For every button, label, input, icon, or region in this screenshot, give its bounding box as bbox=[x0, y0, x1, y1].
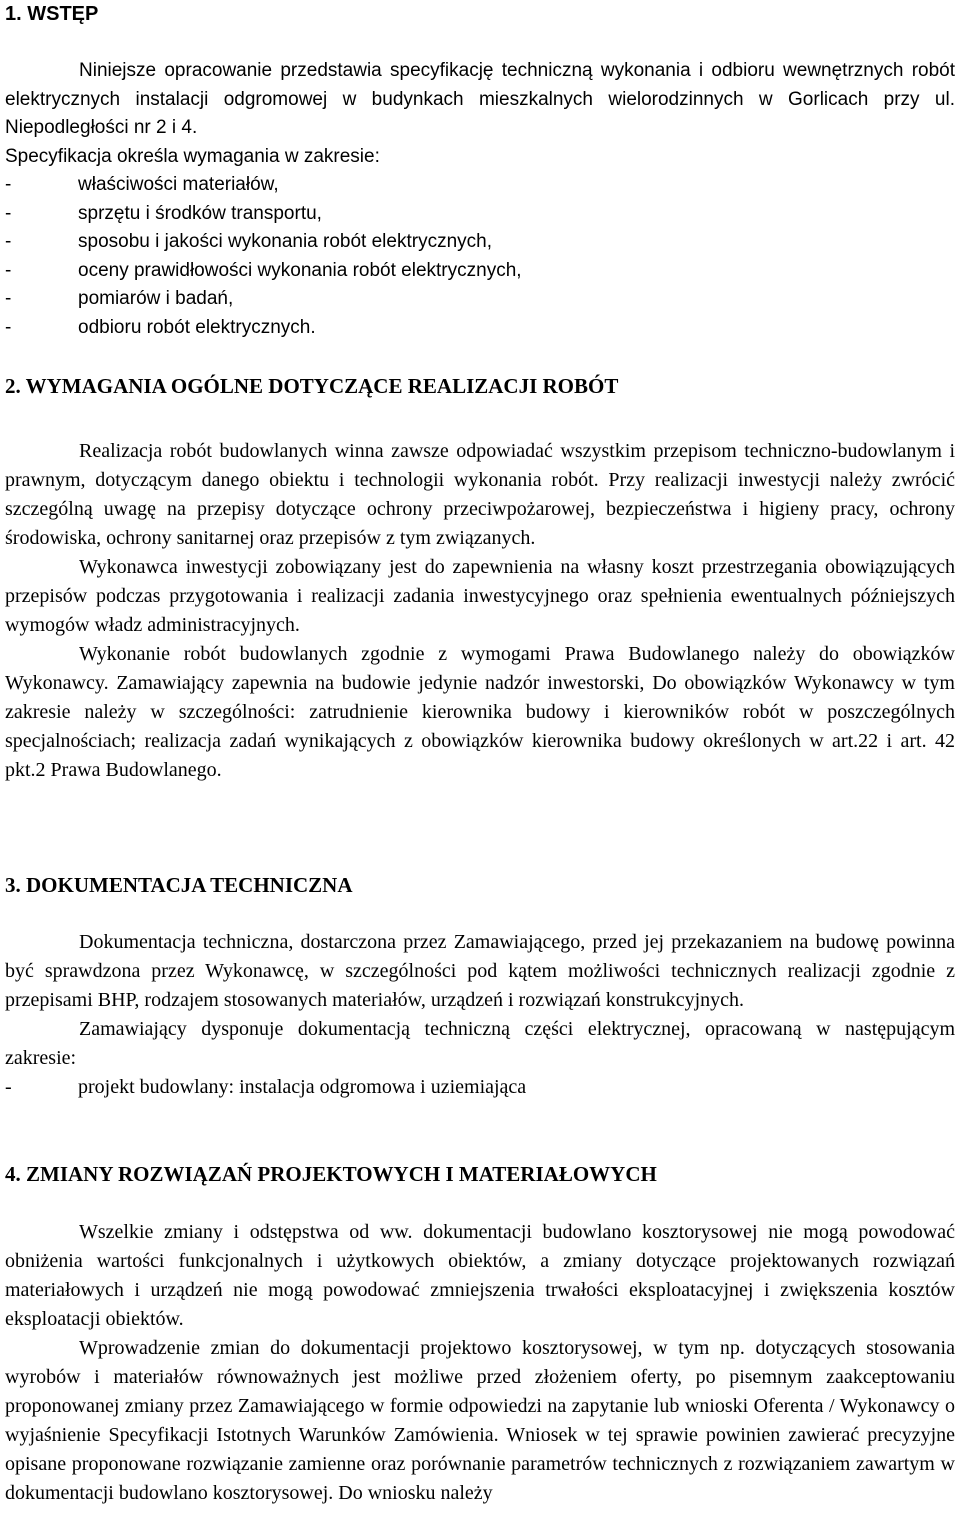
list-marker: - bbox=[5, 174, 12, 195]
list-marker: - bbox=[5, 1076, 12, 1098]
section-1-scope-list bbox=[5, 171, 955, 342]
list-marker: - bbox=[5, 202, 12, 224]
list-item bbox=[5, 285, 955, 314]
list-item-text: odbioru robót elektrycznych. bbox=[78, 316, 316, 338]
section-3-body bbox=[5, 928, 955, 1102]
section-3-scope-list bbox=[5, 1073, 955, 1102]
list-item bbox=[5, 200, 955, 229]
list-item-text: oceny prawidłowości wykonania robót elektrycznych, bbox=[78, 259, 522, 281]
section-3-heading: 3. DOKUMENTACJA TECHNICZNA bbox=[5, 873, 353, 897]
list-item bbox=[5, 314, 955, 343]
list-item bbox=[5, 1073, 955, 1102]
list-item bbox=[5, 171, 955, 200]
section-2-paragraph: Wykonanie robót budowlanych zgodnie z wymogami Prawa Budowlanego należy do obowiązków Wykonawcy. Zamawiający zapewnia na budowie jedynie nadzór inwestorski, Do obowiązków Wykonawcy w tym zakresie należy w szczególności: zatrudnienie kierownika budowy i kierowników robót w poszczególnych specjalnościach; realizacja zadań wynikających z obowiązków kierownika budowy określonych w art.22 i art. 42 pkt.2 Prawa Budowlanego. bbox=[5, 643, 955, 781]
section-1-scope-lead: Specyfikacja określa wymagania w zakresie: bbox=[5, 145, 380, 167]
list-item-text: sposobu i jakości wykonania robót elektrycznych, bbox=[78, 231, 492, 252]
list-item-text: pomiarów i badań, bbox=[78, 288, 234, 309]
list-item bbox=[5, 228, 955, 257]
list-item-text: projekt budowlany: instalacja odgromowa i uziemiająca bbox=[78, 1076, 527, 1098]
section-4-body bbox=[5, 1218, 955, 1508]
section-4-paragraph: Wprowadzenie zmian do dokumentacji projektowo kosztorysowej, w tym np. dotyczących stosowania wyrobów i materiałów równoważnych jest możliwe przed złożeniem oferty, po pisemnym zaakceptowaniu proponowanej zmiany przez Zamawiającego w formie odpowiedzi na zapytanie lub wnioski Oferenta / Wykonawcy o wyjaśnienie Specyfikacji Istotnych Warunków Zamówienia. Wniosek w tej sprawie powinien zawierać precyzyjne opisane proponowane rozwiązanie zamienne oraz porównanie parametrów technicznych z rozwiązaniem zawartym w dokumentacji budowlano kosztorysowej. Do wniosku należy bbox=[5, 1337, 955, 1504]
section-2-paragraph: Realizacja robót budowlanych winna zawsze odpowiadać wszystkim przepisom techniczno-budowlanym i prawnym, dotyczącym danego obiektu i technologii wykonania robót. Przy realizacji inwestycji należy zwrócić szczególną uwagę na przepisy dotyczące ochrony przeciwpożarowej, bezpieczeństwa i higieny pracy, ochrony środowiska, ochrony sanitarnej oraz przepisów z tym związanych. bbox=[5, 440, 955, 549]
section-1-heading: 1. WSTĘP bbox=[5, 3, 99, 25]
section-4-paragraph: Wszelkie zmiany i odstępstwa od ww. dokumentacji budowlano kosztorysowej nie mogą powodować obniżenia wartości funkcjonalnych i użytkowych obiektów, a zmiany dotyczące projektowanych rozwiązań materiałowych i urządzeń nie mogą powodować zmniejszenia trwałości eksploatacyjnej i zwiększenia kosztów eksploatacji obiektów. bbox=[5, 1221, 955, 1330]
section-2-paragraph: Wykonawca inwestycji zobowiązany jest do zapewnienia na własny koszt przestrzegania obowiązujących przepisów podczas przygotowania i realizacji zadania inwestycyjnego oraz spełnienia ewentualnych późniejszych wymogów władz administracyjnych. bbox=[5, 556, 955, 636]
section-2-body bbox=[5, 437, 955, 785]
section-3-paragraph: Zamawiający dysponuje dokumentacją techniczną części elektrycznej, opracowaną w następującym zakresie: bbox=[5, 1018, 955, 1069]
section-3-paragraph: Dokumentacja techniczna, dostarczona przez Zamawiającego, przed jej przekazaniem na budowę powinna być sprawdzona przez Wykonawcę, w szczególności pod kątem możliwości technicznych realizacji zgodnie z przepisami BHP, rodzajem stosowanych materiałów, urządzeń i rozwiązań konstrukcyjnych. bbox=[5, 931, 955, 1011]
section-1-body bbox=[5, 57, 955, 342]
list-marker: - bbox=[5, 316, 12, 338]
section-1-intro: Niniejsze opracowanie przedstawia specyfikację techniczną wykonania i odbioru wewnętrznych robót elektrycznych instalacji odgromowej w budynkach mieszkalnych wielorodzinnych w Gorlicach przy ul. Niepodległości nr 2 i 4. bbox=[5, 60, 955, 138]
list-item-text: właściwości materiałów, bbox=[78, 174, 279, 195]
list-item bbox=[5, 257, 955, 286]
list-marker: - bbox=[5, 259, 12, 281]
section-2-heading: 2. WYMAGANIA OGÓLNE DOTYCZĄCE REALIZACJI ROBÓT bbox=[5, 374, 619, 398]
list-marker: - bbox=[5, 231, 12, 252]
section-4-heading: 4. ZMIANY ROZWIĄZAŃ PROJEKTOWYCH I MATERIAŁOWYCH bbox=[5, 1162, 657, 1186]
list-item-text: sprzętu i środków transportu, bbox=[78, 202, 322, 224]
list-marker: - bbox=[5, 288, 12, 309]
